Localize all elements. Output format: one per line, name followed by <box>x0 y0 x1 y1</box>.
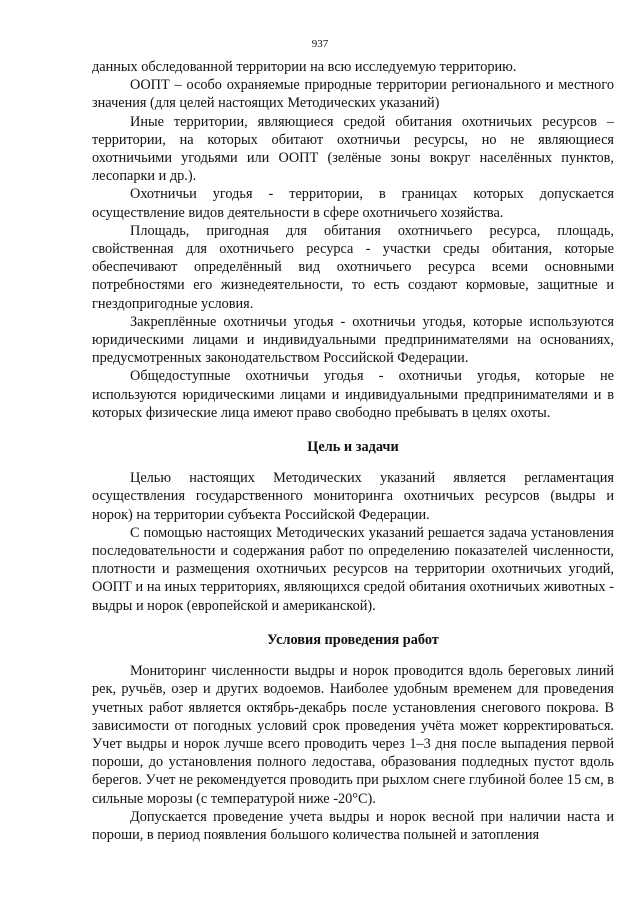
paragraph-other-territories-definition: Иные территории, являющиеся средой обитания охотничьих ресурсов – территории, на которых обитают охотничьи ресурсы, но не являющиеся охотничьими угодьями или ООПТ (зелёные зоны вокруг населённых пунктов, лесопарки и др.). <box>92 113 614 185</box>
paragraph-monitoring-timing: Мониторинг численности выдры и норок проводится вдоль береговых линий рек, ручьёв, озер и других водоемов. Наиболее удобным временем для проведения учетных работ является октябрь-декабрь после установления снегового покрова. В зависимости от погодных условий срок проведения учёта может корректироваться. Учет выдры и норок лучше всего проводить через 1–3 дня после выпадения первой пороши, до установления полного ледостава, образования подледных пустот вдоль берегов. Учет не рекомендуется проводить при рыхлом снеге глубиной более 15 см, в сильные морозы (с температурой ниже -20°С). <box>92 663 614 807</box>
paragraph-habitat-area-definition: Площадь, пригодная для обитания охотничьего ресурса, площадь, свойственная для охотничьего ресурса - участки среды обитания, которые обеспечивают определённый вид охотничьего ресурса всеми основными потребностями его жизнедеятельности, то есть создают кормовые, защитные и гнездопригодные условия. <box>92 222 614 312</box>
paragraph-goal: Целью настоящих Методических указаний является регламентация осуществления государственного мониторинга охотничьих ресурсов (выдры и норок) на территории субъекта Российской Федерации. <box>92 470 614 523</box>
paragraph-hunting-grounds-definition: Охотничьи угодья - территории, в границах которых допускается осуществление видов деятельности в сфере охотничьего хозяйства. <box>92 186 614 221</box>
paragraph-continuation: данных обследованной территории на всю исследуемую территорию. <box>92 59 517 75</box>
paragraph-oopt-definition: ООПТ – особо охраняемые природные территории регионального и местного значения (для целей настоящих Методических указаний) <box>92 77 614 112</box>
page-number: 937 <box>311 38 329 50</box>
section-heading-conditions: Условия проведения работ <box>267 631 439 648</box>
paragraph-task: С помощью настоящих Методических указаний решается задача установления последовательности и содержания работ по определению показателей численности, плотности и размещения охотничьих ресурсов на территории охотничьих угодий, ООПТ и на иных территориях, являющихся средой обитания охотничьих животных - выдры и норок (европейской и американской). <box>92 524 614 614</box>
section-heading-goals: Цель и задачи <box>307 439 399 456</box>
page-content <box>92 58 614 844</box>
paragraph-spring-survey: Допускается проведение учета выдры и норок весной при наличии наста и пороши, в период появления большого количества полыней и затопления <box>92 808 614 843</box>
paragraph-assigned-grounds-definition: Закреплённые охотничьи угодья - охотничьи угодья, которые используются юридическими лицами и индивидуальными предпринимателями на основаниях, предусмотренных законодательством Российской Федерации. <box>92 313 614 367</box>
paragraph-public-grounds-definition: Общедоступные охотничьи угодья - охотничьи угодья, которые не используются юридическими лицами и индивидуальными предпринимателями и в которых физические лица имеют право свободно пребывать в целях охоты. <box>92 368 614 421</box>
